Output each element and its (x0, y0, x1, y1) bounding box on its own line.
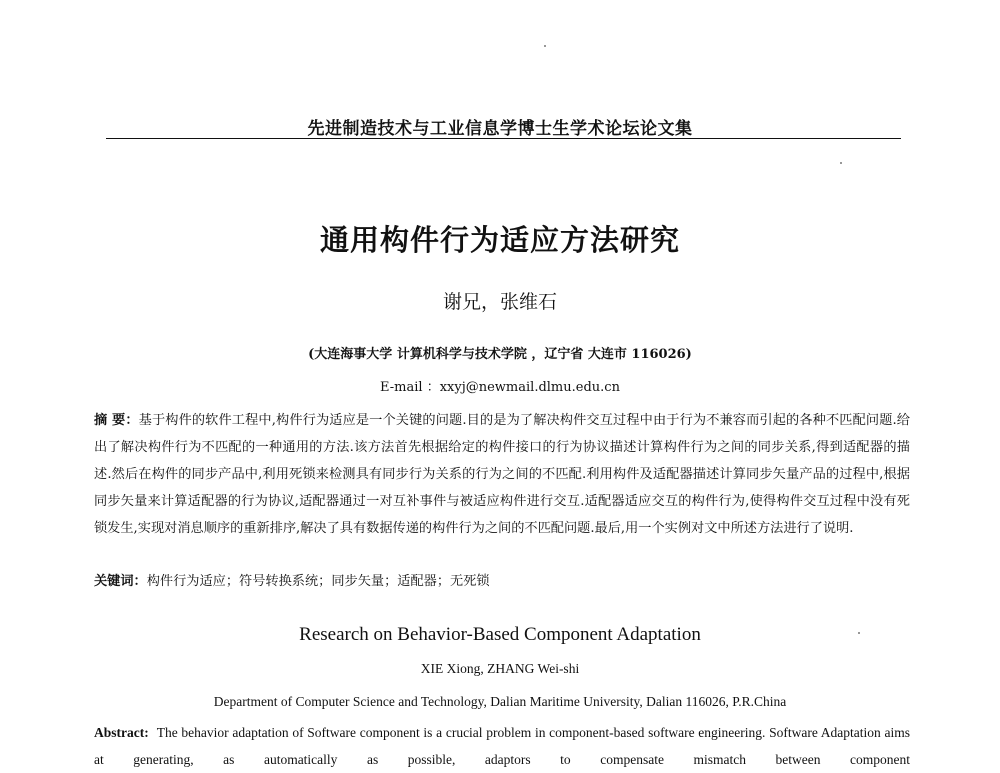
english-abstract-text: The behavior adaptation of Software component is a crucial problem in component-based software engineering. Software Adaptation aims at generating, as automatically as possible, adaptors to compensate mismatch between component (94, 725, 910, 767)
chinese-title: 通用构件行为适应方法研究 (319, 223, 680, 257)
english-title: Research on Behavior-Based Component Adaptation (299, 624, 701, 645)
scan-speck (544, 45, 546, 47)
chinese-affiliation: (大连海事大学 计算机科学与技术学院 ，辽宁省 大连市 116026) (308, 347, 692, 362)
header-rule (106, 138, 901, 139)
chinese-keywords-text: 构件行为适应；符号转换系统；同步矢量；适配器；无死锁 (146, 574, 490, 589)
chinese-authors: 谢兄，张维石 (442, 291, 557, 313)
chinese-abstract-text: 基于构件的软件工程中,构件行为适应是一个关键的问题.目的是为了解决构件交互过程中由于行为不兼容而引起的各种不匹配问题.给出了解决构件行为不匹配的一种通用的方法.该方法首先根据给定的构件接口的行为协议描述计算构件行为之间的同步关系,得到适配器的描述.然后在构件的同步产品中,利用死锁来检测具有同步行为关系的行为之间的不匹配.利用构件及适配器描述计算同步矢量产品的过程中,根据同步矢量来计算适配器的行为协议,适配器通过一对互补事件与被适应构件进行交互.适配器适应交互的构件行为,使得构件交互过程中没有死锁发生,实现对消息顺序的重新排序,解决了具有数据传递的构件行为之间的不匹配问题.最后,用一个实例对文中所述方法进行了说明. (94, 413, 910, 536)
chinese-keywords-label: 关键词： (94, 574, 147, 589)
author-email: E-mail ：xxyj@newmail.dlmu.edu.cn (380, 380, 620, 395)
scan-speck (840, 162, 842, 164)
chinese-abstract-label: 摘 要： (94, 413, 139, 428)
english-affiliation: Department of Computer Science and Technology, Dalian Maritime University, Dalian 116026, P.R.China (213, 694, 787, 709)
running-header: 先进制造技术与工业信息学博士生学术论坛论文集 (307, 119, 693, 139)
chinese-abstract (94, 407, 910, 542)
english-authors: XIE Xiong, ZHANG Wei-shi (420, 661, 580, 676)
english-abstract-label: Abstract: (94, 725, 149, 740)
chinese-keywords (94, 570, 910, 594)
english-abstract (94, 719, 910, 773)
